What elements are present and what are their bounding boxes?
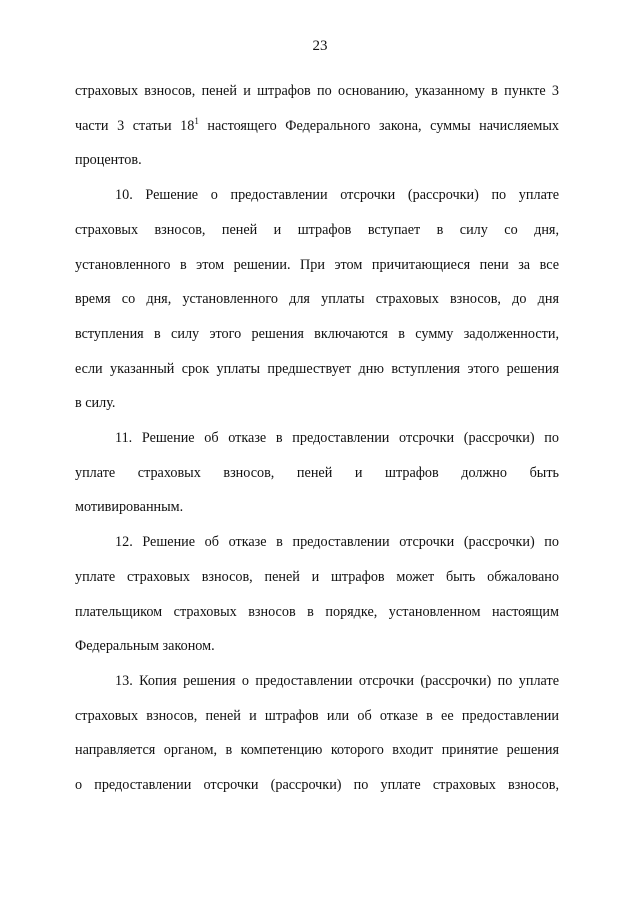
document-body — [75, 74, 559, 803]
text-line: установленного в этом решении. При этом причитающиеся пени за все — [75, 256, 559, 273]
text-line: Федеральным законом. — [75, 638, 215, 655]
superscript-mark: 1 — [194, 115, 199, 126]
paragraph-10 — [75, 178, 559, 421]
paragraph-continuation — [75, 74, 559, 178]
paragraph-11 — [75, 421, 559, 525]
page-number: 23 — [312, 38, 328, 54]
text-line: уплате страховых взносов, пеней и штрафов должно быть — [75, 464, 559, 481]
text-line: если указанный срок уплаты предшествует дню вступления этого решения — [75, 360, 559, 377]
text-line: 13. Копия решения о предоставлении отсрочки (рассрочки) по уплате — [115, 672, 559, 689]
text-line: 12. Решение об отказе в предоставлении отсрочки (рассрочки) по — [115, 534, 559, 551]
text-line: о предоставлении отсрочки (рассрочки) по уплате страховых взносов, — [75, 777, 559, 794]
text-line: направляется органом, в компетенцию которого входит принятие решения — [75, 742, 559, 759]
text-line: вступления в силу этого решения включаются в сумму задолженности, — [75, 325, 559, 342]
text-line: страховых взносов, пеней и штрафов или об отказе в ее предоставлении — [75, 707, 559, 724]
text-line-with-footnote — [75, 109, 559, 144]
text-fragment: настоящего Федерального закона, суммы начисляемых — [198, 117, 560, 134]
text-line: процентов. — [75, 152, 142, 169]
text-line: мотивированным. — [75, 499, 184, 516]
text-line: время со дня, установленного для уплаты страховых взносов, до дня — [75, 291, 559, 308]
paragraph-12 — [75, 525, 559, 664]
text-line: страховых взносов, пеней и штрафов вступает в силу со дня, — [75, 221, 559, 238]
text-line: страховых взносов, пеней и штрафов по основанию, указанному в пункте 3 — [75, 83, 559, 99]
paragraph-13 — [75, 664, 559, 803]
text-line: в силу. — [75, 395, 116, 412]
text-fragment: части 3 статьи 18 — [75, 117, 195, 134]
text-line: уплате страховых взносов, пеней и штрафов может быть обжаловано — [75, 568, 559, 585]
text-line: 11. Решение об отказе в предоставлении отсрочки (рассрочки) по — [115, 430, 559, 447]
text-line: плательщиком страховых взносов в порядке, установленном настоящим — [75, 603, 559, 620]
text-line: 10. Решение о предоставлении отсрочки (рассрочки) по уплате — [115, 187, 559, 204]
